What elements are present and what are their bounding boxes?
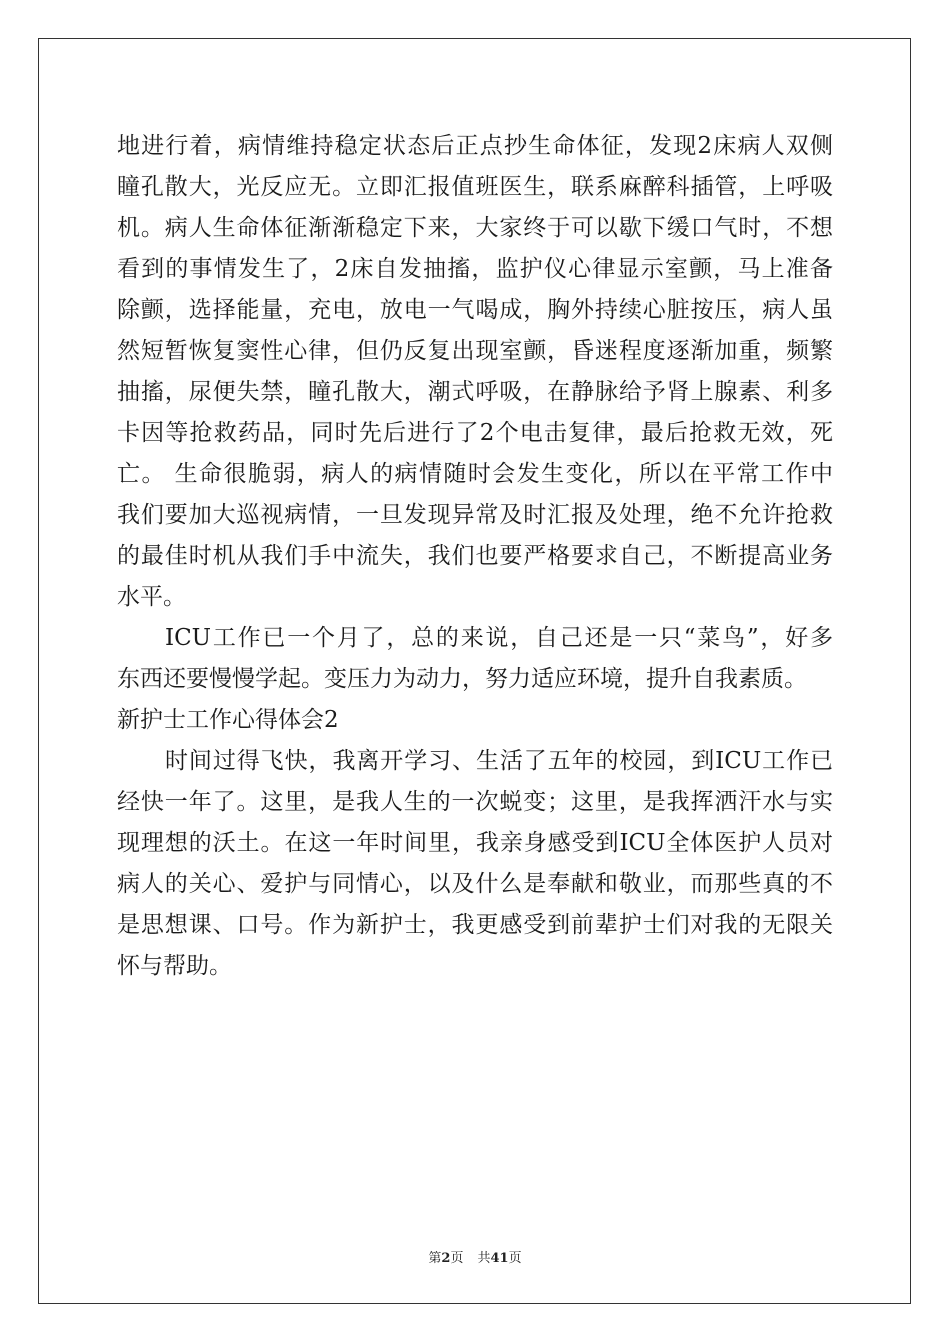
text-line: 我们要加大巡视病情，一旦发现异常及时汇报及处理，绝不允许抢救 <box>117 502 833 528</box>
text-line: 除颤，选择能量，充电，放电一气喝成，胸外持续心脏按压，病人虽 <box>117 297 833 323</box>
text-line: 水平。 <box>117 584 186 610</box>
text-line: 亡。 生命很脆弱，病人的病情随时会发生变化，所以在平常工作中 <box>117 461 833 487</box>
text-line: 卡因等抢救药品，同时先后进行了2个电击复律，最后抢救无效，死 <box>117 420 833 446</box>
section-heading: 新护士工作心得体会2 <box>117 707 339 733</box>
paragraph-2 <box>117 618 833 700</box>
text-line: 抽搐，尿便失禁，瞳孔散大，潮式呼吸，在静脉给予肾上腺素、利多 <box>117 379 833 405</box>
text-line: 看到的事情发生了，2床自发抽搐，监护仪心律显示室颤，马上准备 <box>117 256 833 282</box>
text-line: 地进行着，病情维持稳定状态后正点抄生命体征，发现2床病人双侧 <box>117 133 833 159</box>
paragraph-1 <box>117 126 833 618</box>
text-line: 经快一年了。这里，是我人生的一次蜕变；这里，是我挥洒汗水与实 <box>117 789 833 815</box>
text-line: 瞳孔散大，光反应无。立即汇报值班医生，联系麻醉科插管，上呼吸 <box>117 174 833 200</box>
page-prefix: 第 <box>428 1251 442 1266</box>
total-suffix: 页 <box>508 1251 522 1266</box>
text-line: 然短暂恢复窦性心律，但仍反复出现室颤，昏迷程度逐渐加重，频繁 <box>117 338 833 364</box>
text-line: 现理想的沃土。在这一年时间里，我亲身感受到ICU全体医护人员对 <box>117 830 833 856</box>
text-line: 的最佳时机从我们手中流失，我们也要严格要求自己，不断提高业务 <box>117 543 833 569</box>
text-line: 病人的关心、爱护与同情心，以及什么是奉献和敬业，而那些真的不 <box>117 871 833 897</box>
text-line: ICU工作已一个月了，总的来说，自己还是一只“菜鸟”，好多 <box>165 625 833 651</box>
document-body <box>117 126 833 987</box>
total-pages: 41 <box>490 1251 509 1266</box>
page-number: 2 <box>441 1251 451 1266</box>
text-line: 怀与帮助。 <box>117 953 232 979</box>
text-line: 机。病人生命体征渐渐稳定下来，大家终于可以歇下缓口气时，不想 <box>117 215 833 241</box>
page-footer <box>0 1247 950 1266</box>
text-line: 时间过得飞快，我离开学习、生活了五年的校园，到ICU工作已 <box>165 748 833 774</box>
paragraph-3 <box>117 741 833 987</box>
page-suffix: 页 <box>450 1251 464 1266</box>
total-prefix: 共 <box>477 1251 491 1266</box>
text-line: 是思想课、口号。作为新护士，我更感受到前辈护士们对我的无限关 <box>117 912 833 938</box>
text-line: 东西还要慢慢学起。变压力为动力，努力适应环境，提升自我素质。 <box>117 666 807 692</box>
